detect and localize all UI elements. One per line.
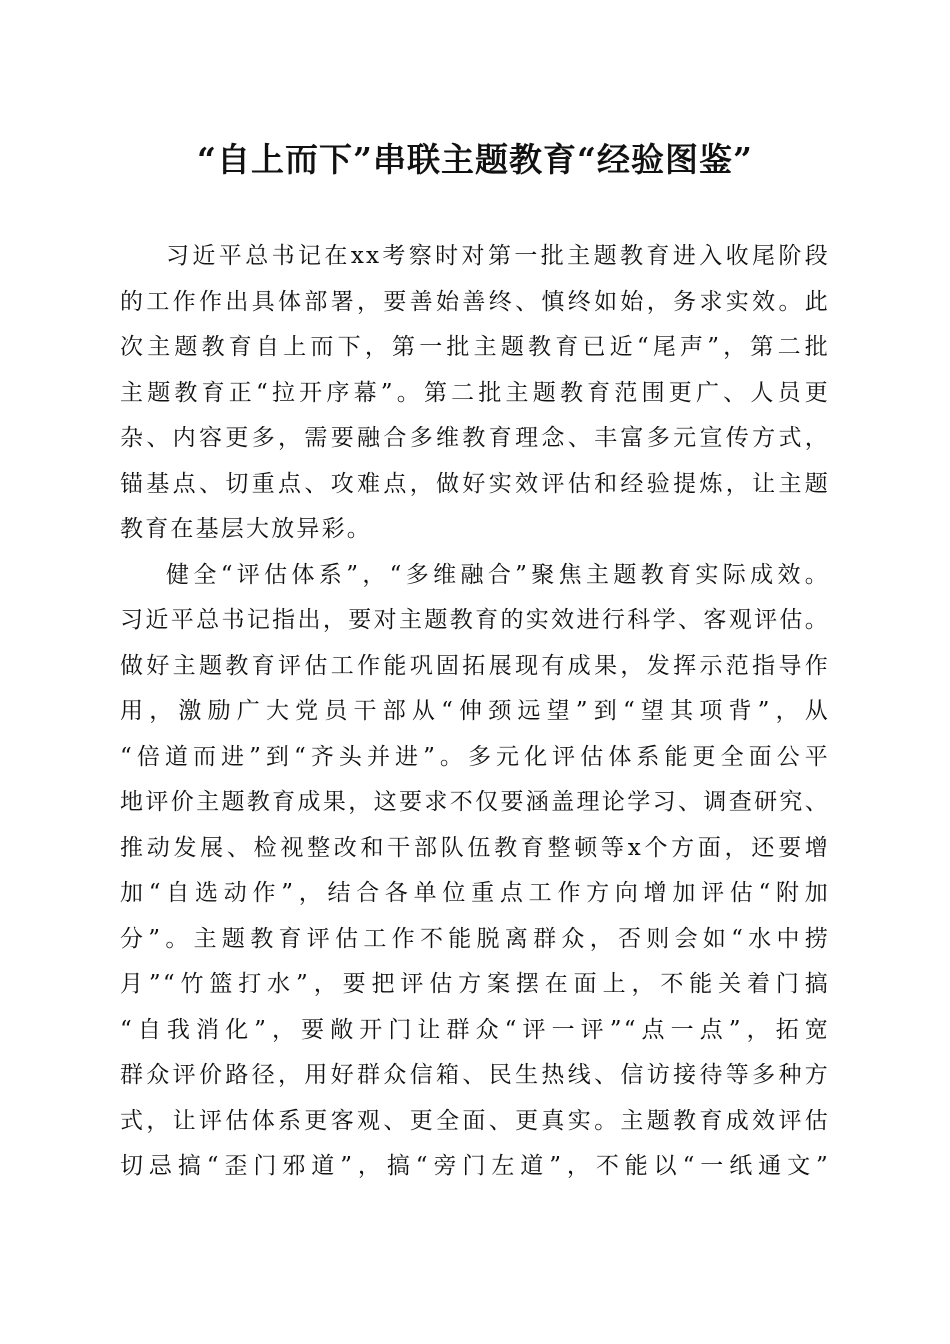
body-line: “倍道而进”到“齐头并进”。多元化评估体系能更全面公平 <box>120 743 830 770</box>
body-line: 教育在基层大放异彩。 <box>120 516 372 542</box>
body-line: 杂、内容更多，需要融合多维教育理念、丰富多元宣传方式， <box>120 425 830 451</box>
body-line: 次主题教育自上而下，第一批主题教育已近“尾声”，第二批 <box>120 334 830 360</box>
body-line: 地评价主题教育成果，这要求不仅要涵盖理论学习、调查研究、 <box>120 789 830 815</box>
body-line: 做好主题教育评估工作能巩固拓展现有成果，发挥示范指导作 <box>120 652 830 679</box>
body-line: 锚基点、切重点、攻难点，做好实效评估和经验提炼，让主题 <box>120 470 830 497</box>
body-line: 习近平总书记在xx考察时对第一批主题教育进入收尾阶段 <box>166 243 830 269</box>
body-line: 推动发展、检视整改和干部队伍教育整顿等x个方面，还要增 <box>120 834 830 861</box>
document-title: “自上而下”串联主题教育“经验图鉴” <box>197 140 753 179</box>
body-line: 的工作作出具体部署，要善始善终、慎终如始，务求实效。此 <box>120 288 830 315</box>
body-line: 群众评价路径，用好群众信箱、民生热线、信访接待等多种方 <box>120 1062 830 1088</box>
body-line: 加“自选动作”，结合各单位重点工作方向增加评估“附加 <box>120 880 830 906</box>
document-body <box>120 234 830 1190</box>
body-line: 用，激励广大党员干部从“伸颈远望”到“望其项背”，从 <box>120 698 830 724</box>
body-line: 切忌搞“歪门邪道”，搞“旁门左道”，不能以“一纸通文” <box>120 1153 830 1179</box>
body-line: 月”“竹篮打水”，要把评估方案摆在面上，不能关着门搞 <box>120 971 830 997</box>
body-line: 分”。主题教育评估工作不能脱离群众，否则会如“水中捞 <box>120 925 830 952</box>
body-line: 健全“评估体系”，“多维融合”聚焦主题教育实际成效。 <box>166 561 830 588</box>
body-line: 式，让评估体系更客观、更全面、更真实。主题教育成效评估 <box>120 1107 830 1134</box>
body-line: 习近平总书记指出，要对主题教育的实效进行科学、客观评估。 <box>120 607 830 633</box>
body-line: 主题教育正“拉开序幕”。第二批主题教育范围更广、人员更 <box>120 379 830 406</box>
body-line: “自我消化”，要敞开门让群众“评一评”“点一点”，拓宽 <box>120 1016 830 1043</box>
